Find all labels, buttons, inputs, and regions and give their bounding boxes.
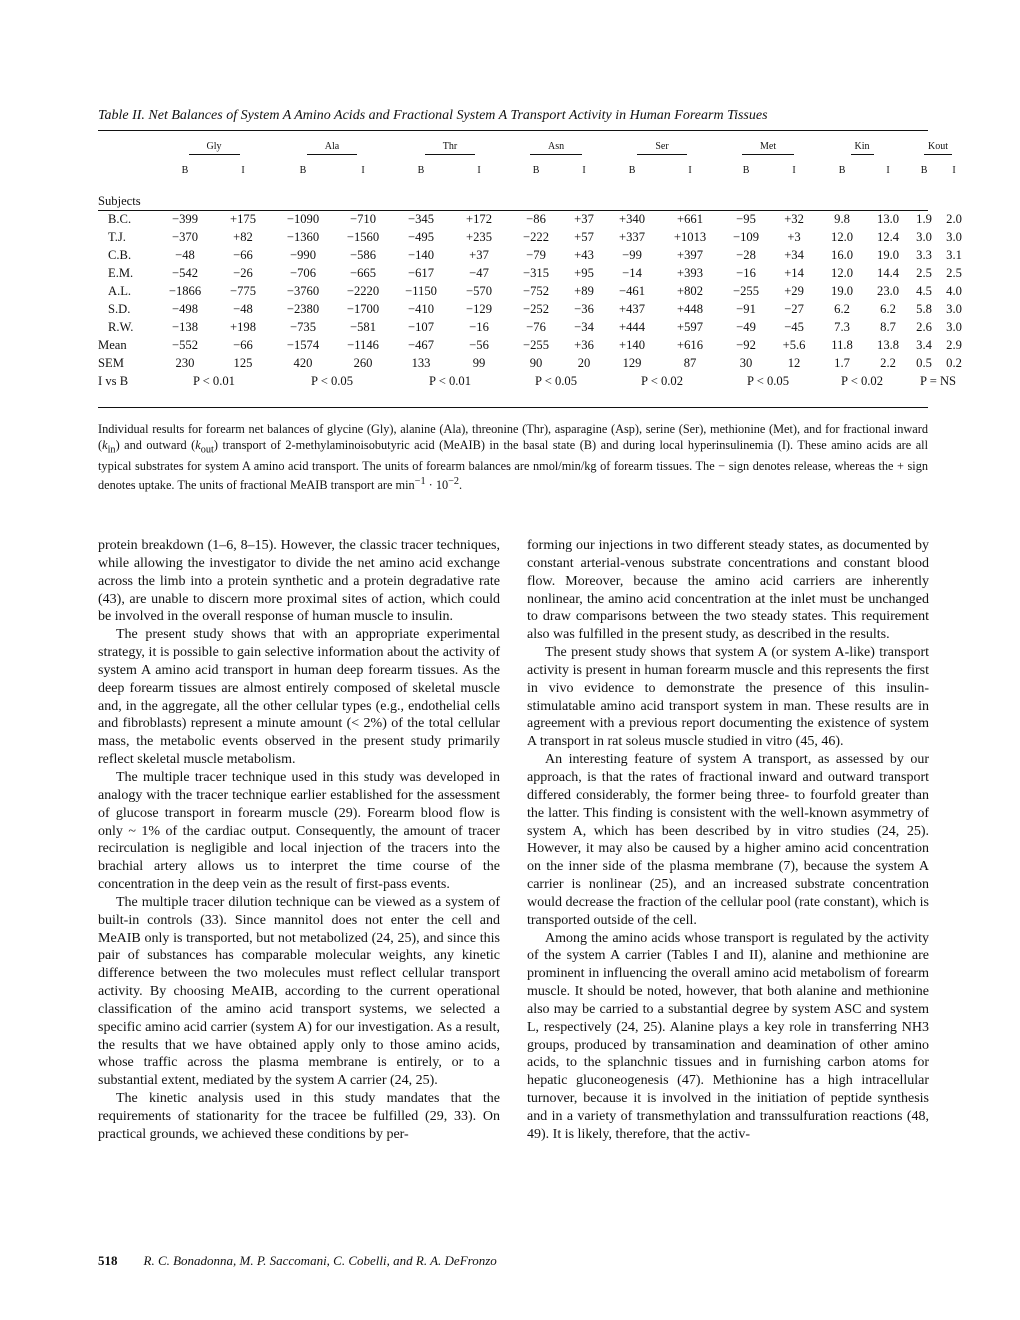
- table-cell: −47: [469, 266, 489, 280]
- table-cell: +444: [619, 320, 646, 334]
- table-cell: −1146: [347, 338, 379, 352]
- table-cell: 129: [622, 356, 642, 370]
- table-cell: +616: [677, 338, 704, 352]
- paragraph: The present study shows that system A (or system A-like) transport activity is present in human forearm muscle and this represents the first in vivo evidence to demonstrate the presence of this insulin-stimulatable amino acid transport system in man. These results are in agreement with a previous report documenting the existence of system A transport in rat soleus muscle studied in vitro (45, 46).: [527, 645, 929, 750]
- table-cell: −498: [172, 302, 198, 316]
- footnote-superscript: −1: [414, 476, 426, 488]
- table-cell: +3: [787, 230, 801, 244]
- table-cell: −2380: [286, 302, 320, 316]
- table-cell: +89: [574, 284, 594, 298]
- paragraph: The kinetic analysis used in this study mandates that the requirements of stationarity for the tracee be fulfilled (29, 33). On practical grounds, we achieved these conditions by per-: [98, 1091, 500, 1142]
- table-cell: −1090: [286, 212, 320, 226]
- table-cell: −467: [408, 338, 435, 352]
- subheader-cell: B: [181, 165, 189, 176]
- page-footer: [98, 1253, 497, 1269]
- footnote-text: ) and outward (: [115, 438, 196, 452]
- table-cell: +661: [677, 212, 704, 226]
- table-cell: −315: [523, 266, 550, 280]
- table-cell: −28: [736, 248, 756, 262]
- p-value: P < 0.05: [535, 374, 578, 388]
- table-cell: 9.8: [834, 212, 850, 226]
- row-label: T.J.: [108, 230, 126, 244]
- table-cell: +57: [574, 230, 594, 244]
- table-cell: −16: [469, 320, 489, 334]
- table-cell: −66: [233, 338, 253, 352]
- table-cell: 2.5: [946, 266, 962, 280]
- footnote-symbol: k: [195, 438, 201, 452]
- page-number: 518: [98, 1253, 118, 1268]
- table-cell: 2.6: [916, 320, 932, 334]
- subheader-cell: B: [742, 165, 750, 176]
- table-cell: 1.9: [916, 212, 932, 226]
- table-cell: 6.2: [880, 302, 896, 316]
- table-cell: 230: [175, 356, 195, 370]
- table-cell: −48: [175, 248, 195, 262]
- table-cell: +175: [230, 212, 256, 226]
- paragraph: Among the amino acids whose transport is regulated by the activity of the system A carrier (Tables I and II), alanine and methionine are prominent in influencing the overall amino acid metabolism of forearm muscle. It should be noted, however, that both alanine and methionine also may be carried to a substantial degree by system ASC and system L, respectively (24, 25). Alanine plays a key role in transferring NH3 groups, produced by transamination and deamination of other amino acids, to the splanchnic tissues and in furnishing carbon atoms for hepatic gluconeogenesis (47). Methionine has a high intracellular turnover, because it is involved in the initiation of peptide synthesis and in a variety of transmethylation and transsulfuration reactions (48, 49). It is likely, therefore, that the activ-: [527, 930, 929, 1142]
- p-value: P < 0.05: [311, 374, 353, 388]
- table-cell: 7.3: [834, 320, 850, 334]
- table-row: [98, 354, 968, 372]
- corner-cell: [98, 136, 156, 158]
- table-cell: 4.5: [916, 284, 932, 298]
- table-cell: 30: [739, 356, 753, 370]
- group-header: [272, 136, 392, 158]
- table-cell: −495: [408, 230, 435, 244]
- table-cell: −710: [350, 212, 376, 226]
- table-cell: 12.0: [831, 266, 854, 280]
- table-cell: 0.5: [916, 356, 932, 370]
- table-cell: +397: [677, 248, 704, 262]
- comparison-row: [98, 372, 968, 390]
- table-cell: 12: [787, 356, 801, 370]
- group-label: Thr: [425, 140, 475, 155]
- subheader-cell: B: [299, 165, 307, 176]
- table-cell: −399: [172, 212, 198, 226]
- group-header: [816, 136, 908, 158]
- spacer-row: [98, 184, 968, 192]
- footnote-text: ) transport of 2-methylaminoisobutyric acid (MeAIB) in the basal state (B) and during local hyperinsulinemia (I). These amino acids are all typical substrates for system A amino acid transport. The units of forearm balances are nmol/min/kg of forearm tissues. The − sign denotes release, whereas the + sign denotes uptake. The units of fractional MeAIB transport are min: [98, 438, 928, 493]
- table-cell: +393: [677, 266, 704, 280]
- table-row: [98, 282, 968, 300]
- table-cell: −222: [523, 230, 550, 244]
- table-caption: Table II. Net Balances of System A Amino Acids and Fractional System A Transport Activity in Human Forearm Tissues: [98, 108, 768, 123]
- p-value: P < 0.02: [841, 374, 884, 388]
- table-cell: −14: [622, 266, 642, 280]
- group-header: [156, 136, 272, 158]
- table-cell: 13.0: [877, 212, 900, 226]
- table-cell: −99: [622, 248, 642, 262]
- paragraph: forming our injections in two different steady states, as documented by constant arterial-venous substrate concentrations and constant blood flow. Moreover, because the amino acid carriers are inherently nonlinear, the amino acid concentration at the inlet must be unchanged to draw comparisons between the two steady states. This requirement also was fulfilled in the present study, as described in the results.: [527, 538, 929, 643]
- table-cell: 6.2: [834, 302, 850, 316]
- paragraph: An interesting feature of system A transport, as assessed by our approach, is that the rates of fractional inward and outward transport differed considerably, the former being three- to fourfold greater than the latter. This finding is consistent with the well-known asymmetry of system A, which has been described by in vitro studies (24, 25). However, it may also be caused by a higher amino acid concentration on the inner side of the plasma membrane (7), because the system A carrier is nonlinear (25), and an increased substrate concentration would decrease the fraction of the cellular pool (rate constant), which is transported outside of the cell.: [527, 752, 929, 928]
- group-header: [720, 136, 816, 158]
- table-footnote: [98, 421, 928, 494]
- table-cell: −1574: [286, 338, 320, 352]
- table-bottom-rule: [98, 407, 928, 408]
- table-cell: −370: [172, 230, 198, 244]
- table-row: [98, 300, 968, 318]
- table-cell: 19.0: [831, 284, 854, 298]
- table-cell: +82: [233, 230, 253, 244]
- table-cell: +172: [466, 212, 493, 226]
- footnote-superscript: −2: [448, 476, 460, 488]
- table-cell: 3.0: [916, 230, 932, 244]
- table-cell: −36: [574, 302, 594, 316]
- data-table: [98, 136, 968, 390]
- table-cell: 14.4: [877, 266, 900, 280]
- comparison-label: I vs B: [98, 374, 129, 388]
- table-cell: −95: [736, 212, 756, 226]
- table-cell: 23.0: [877, 284, 900, 298]
- table-cell: +340: [619, 212, 646, 226]
- row-label: A.L.: [108, 284, 132, 298]
- table-cell: −735: [290, 320, 316, 334]
- subheader-row: [98, 158, 968, 184]
- row-label: S.D.: [108, 302, 131, 316]
- paragraph: The multiple tracer technique used in this study was developed in analogy with the tracer technique earlier established for the assessment of glucose transport in forearm muscle (29). Forearm blood flow is only ~ 1% of the cardiac output. Consequently, the amount of tracer recirculation is negligible and local injection of the tracers into the brachial artery allows us to interpret the time course of the concentration in the deep vein as the result of first-pass events.: [98, 769, 500, 893]
- footnote-subscript: in: [107, 444, 116, 456]
- group-header: [604, 136, 720, 158]
- table-cell: 125: [233, 356, 253, 370]
- table-cell: 5.8: [916, 302, 932, 316]
- table-cell: +32: [784, 212, 804, 226]
- group-label: Met: [742, 140, 794, 155]
- table-cell: +37: [469, 248, 489, 262]
- table-cell: 3.3: [916, 248, 932, 262]
- group-header-row: [98, 136, 968, 158]
- footnote-symbol: k: [102, 438, 108, 452]
- subheader-cell: B: [838, 165, 846, 176]
- subheader-cell: B: [532, 165, 540, 176]
- table-cell: −3760: [286, 284, 320, 298]
- table-cell: −107: [408, 320, 435, 334]
- table-cell: −586: [350, 248, 376, 262]
- table-row: [98, 318, 968, 336]
- table-cell: 1.7: [834, 356, 850, 370]
- subheader-cell: I: [688, 165, 692, 176]
- table-cell: −16: [736, 266, 756, 280]
- subheader-cell: I: [952, 165, 956, 176]
- table-cell: −129: [466, 302, 493, 316]
- subheader-cell: I: [477, 165, 481, 176]
- subheader-cell: B: [417, 165, 425, 176]
- table-cell: −252: [523, 302, 550, 316]
- table-cell: −255: [733, 284, 760, 298]
- paragraph: The present study shows that with an appropriate experimental strategy, it is possible to gain selective information about the activity of system A amino acid transport in human deep forearm tissues. As the deep forearm tissues are almost entirely composed of skeletal muscle and, in the aggregate, all the other cellular types (e.g., endothelial cells and fibroblasts) represent a minute amount (< 2%) of the total cellular mass, the metabolic events observed in the present study primarily reflect skeletal muscle metabolism.: [98, 627, 500, 768]
- table-cell: −86: [526, 212, 546, 226]
- table-cell: +337: [619, 230, 646, 244]
- corner-cell: [98, 158, 156, 184]
- table-cell: +34: [784, 248, 804, 262]
- table-cell: −1700: [346, 302, 380, 316]
- row-label: R.W.: [108, 320, 134, 334]
- table-cell: −66: [233, 248, 253, 262]
- author-line: R. C. Bonadonna, M. P. Saccomani, C. Cobelli, and R. A. DeFronzo: [143, 1253, 497, 1268]
- footnote-text: · 10: [425, 478, 449, 493]
- group-header: [908, 136, 968, 158]
- group-label: Kin: [851, 140, 874, 155]
- group-label: Ala: [307, 140, 357, 155]
- paragraph: The multiple tracer dilution technique can be viewed as a system of built-in controls (33). Since mannitol does not enter the cell and MeAIB only is transported, but not metabolized (24, 25), and since this pair of substances has comparable molecular weights, any kinetic difference between the two molecules must reflect cellular transport activity. By choosing MeAIB, according to the current operational classification of the amino acid transport systems, we selected a specific amino acid carrier (system A) for our investigation. As a result, the results that we have obtained apply only to those amino acids, whose traffic across the plasma membrane is entirely, or to a substantial extent, mediated by the system A carrier (24, 25).: [98, 894, 500, 1089]
- table-cell: +140: [619, 338, 646, 352]
- table-cell: 20: [577, 356, 591, 370]
- table-cell: 12.0: [831, 230, 854, 244]
- table-cell: −27: [784, 302, 804, 316]
- table-cell: −1150: [405, 284, 437, 298]
- table-header: [98, 136, 968, 184]
- table-cell: 3.0: [946, 302, 962, 316]
- table-cell: −140: [408, 248, 435, 262]
- subheader-cell: I: [241, 165, 245, 176]
- group-label: Asn: [530, 140, 582, 155]
- row-label: SEM: [98, 356, 124, 370]
- footnote-text: .: [459, 478, 463, 493]
- table-cell: −26: [233, 266, 253, 280]
- table-body: [98, 184, 968, 390]
- table-row: [98, 264, 968, 282]
- table-cell: 16.0: [831, 248, 854, 262]
- table-cell: −91: [736, 302, 756, 316]
- table-top-rule: [98, 130, 928, 131]
- table-cell: −581: [350, 320, 376, 334]
- section-label: Subjects: [98, 194, 141, 208]
- left-column: [98, 537, 500, 1144]
- table-cell: −542: [172, 266, 198, 280]
- table-cell: −665: [350, 266, 376, 280]
- table-cell: −990: [290, 248, 316, 262]
- row-label: C.B.: [108, 248, 132, 262]
- table-cell: 2.0: [946, 212, 962, 226]
- table-cell: 3.0: [946, 230, 962, 244]
- table-cell: −45: [784, 320, 804, 334]
- table-cell: 2.5: [916, 266, 932, 280]
- table-cell: 420: [293, 356, 313, 370]
- table-cell: −255: [523, 338, 550, 352]
- table-cell: −79: [526, 248, 546, 262]
- table-cell: −1560: [346, 230, 380, 244]
- group-label: Ser: [637, 140, 686, 155]
- table-cell: −92: [736, 338, 756, 352]
- table-cell: +14: [784, 266, 804, 280]
- table-cell: 3.4: [916, 338, 932, 352]
- table-cell: 260: [353, 356, 373, 370]
- table-cell: +29: [784, 284, 804, 298]
- p-value: P < 0.05: [747, 374, 790, 388]
- subheader-cell: B: [628, 165, 636, 176]
- table-cell: 2.2: [880, 356, 896, 370]
- footnote-text: Individual results for forearm net balances of glycine (Gly), alanine (Ala), threonine (Thr), asparagine (Asp), serine (Ser), methionine (Met), and for fractional inward (: [98, 422, 928, 452]
- table-cell: 87: [683, 356, 697, 370]
- table-cell: −49: [736, 320, 756, 334]
- table-cell: −109: [733, 230, 760, 244]
- row-label: B.C.: [108, 212, 132, 226]
- table-cell: −775: [230, 284, 256, 298]
- subheader-cell: I: [886, 165, 890, 176]
- group-header: [392, 136, 508, 158]
- table-cell: −34: [574, 320, 594, 334]
- table-cell: +802: [677, 284, 704, 298]
- table-row: [98, 228, 968, 246]
- table-cell: −138: [172, 320, 198, 334]
- right-column: [527, 537, 929, 1144]
- table-cell: −617: [408, 266, 435, 280]
- table-cell: +95: [574, 266, 594, 280]
- footnote-subscript: out: [200, 444, 214, 456]
- table-cell: +37: [574, 212, 594, 226]
- table-cell: −56: [469, 338, 489, 352]
- table-cell: +437: [619, 302, 646, 316]
- p-value: P < 0.01: [193, 374, 235, 388]
- row-label: Mean: [98, 338, 127, 352]
- table-cell: 3.0: [946, 320, 962, 334]
- group-header: [508, 136, 604, 158]
- table-cell: 19.0: [877, 248, 900, 262]
- table-cell: −2220: [346, 284, 380, 298]
- table-cell: 3.1: [946, 248, 962, 262]
- table-cell: 2.9: [946, 338, 962, 352]
- group-label: Kout: [924, 140, 952, 155]
- table-cell: −345: [408, 212, 435, 226]
- p-value: P < 0.01: [429, 374, 472, 388]
- table-row: [98, 336, 968, 354]
- table-cell: −461: [619, 284, 646, 298]
- row-label: E.M.: [108, 266, 134, 280]
- p-value: P < 0.02: [641, 374, 684, 388]
- table-cell: −752: [523, 284, 550, 298]
- table-cell: 99: [472, 356, 486, 370]
- table-cell: −552: [172, 338, 198, 352]
- table-cell: −1360: [286, 230, 320, 244]
- table-cell: +43: [574, 248, 594, 262]
- table-cell: 133: [411, 356, 431, 370]
- header-rule: [98, 210, 928, 211]
- table-row: [98, 246, 968, 264]
- section-row: [98, 192, 968, 210]
- table-cell: −706: [290, 266, 316, 280]
- table-cell: −1866: [168, 284, 202, 298]
- table-cell: −48: [233, 302, 253, 316]
- subheader-cell: B: [920, 165, 928, 176]
- table-cell: +198: [230, 320, 256, 334]
- table-cell: −76: [526, 320, 546, 334]
- paragraph: protein breakdown (1–6, 8–15). However, the classic tracer techniques, while allowing the investigator to divide the net amino acid exchange across the limb into a protein synthetic and a protein degradative rate (43), are unable to discern more proximal sites of action, which could be involved in the overall response of human muscle to insulin.: [98, 538, 500, 625]
- p-value: P = NS: [920, 374, 957, 388]
- table-cell: 0.2: [946, 356, 962, 370]
- group-label: Gly: [189, 140, 240, 155]
- table-row: [98, 210, 968, 228]
- table-cell: 13.8: [877, 338, 900, 352]
- table-cell: +36: [574, 338, 594, 352]
- subheader-cell: I: [361, 165, 365, 176]
- table-cell: 8.7: [880, 320, 896, 334]
- table-cell: +1013: [673, 230, 707, 244]
- table-cell: −570: [466, 284, 493, 298]
- table-cell: 11.8: [831, 338, 853, 352]
- subheader-cell: I: [582, 165, 586, 176]
- subheader-cell: I: [792, 165, 796, 176]
- table-cell: +597: [677, 320, 704, 334]
- table-cell: −410: [408, 302, 435, 316]
- table-cell: +235: [466, 230, 493, 244]
- table-cell: +5.6: [782, 338, 806, 352]
- table-cell: 12.4: [877, 230, 900, 244]
- table-cell: +448: [677, 302, 704, 316]
- table-cell: 4.0: [946, 284, 962, 298]
- table-cell: 90: [529, 356, 543, 370]
